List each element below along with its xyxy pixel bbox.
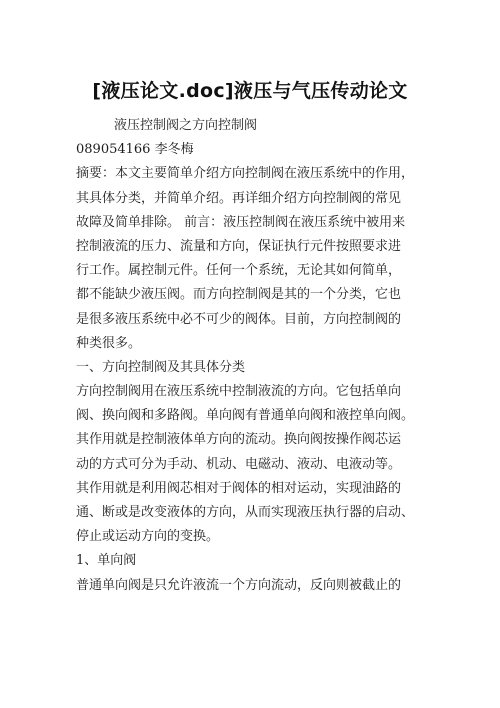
- abstract-line: 其具体分类，并简单介绍。再详细介绍方向控制阀的常见: [76, 190, 402, 206]
- subsection-heading: 1、单向阀: [76, 553, 137, 569]
- paragraph-line: 阀、换向阀和多路阀。单向阀有普通单向阀和液控单向阀。: [76, 408, 415, 424]
- paragraph-line: 停止或运动方向的变换。: [76, 529, 220, 545]
- preface-line: 行工作。属控制元件。任何一个系统，无论其如何简单，: [76, 263, 402, 279]
- section-heading: 一、方向控制阀及其具体分类: [76, 359, 246, 375]
- document-title: [液压论文.doc]液压与气压传动论文: [92, 80, 408, 102]
- subtitle-line: 液压控制阀之方向控制阀: [114, 118, 258, 133]
- preface-line: 种类很多。: [76, 335, 142, 351]
- document-body: [76, 114, 432, 598]
- author-line: 089054166 李冬梅: [76, 142, 194, 158]
- preface-line: 是很多液压系统中必不可少的阀体。目前，方向控制阀的: [76, 311, 402, 327]
- paragraph-line: 其作用就是利用阀芯相对于阀体的相对运动，实现油路的: [76, 480, 402, 496]
- paragraph-line: 其作用就是控制液体单方向的流动。换向阀按操作阀芯运: [76, 432, 402, 448]
- paragraph-line: 普通单向阀是只允许液流一个方向流动，反向则被截止的: [76, 577, 402, 593]
- paragraph-line: 动的方式可分为手动、机动、电磁动、液动、电液动等。: [76, 456, 402, 472]
- abstract-line: 故障及简单排除。 前言：液压控制阀在液压系统中被用来: [76, 214, 406, 230]
- preface-line: 控制液流的压力、流量和方向，保证执行元件按照要求进: [76, 238, 402, 254]
- paragraph-line: 方向控制阀用在液压系统中控制液流的方向。它包括单向: [76, 384, 402, 400]
- abstract-line: 摘要：本文主要简单介绍方向控制阀在液压系统中的作用，: [76, 166, 415, 182]
- preface-line: 都不能缺少液压阀。而方向控制阀是其的一个分类，它也: [76, 287, 402, 303]
- paragraph-line: 通、断或是改变液体的方向，从而实现液压执行器的启动、: [76, 505, 415, 520]
